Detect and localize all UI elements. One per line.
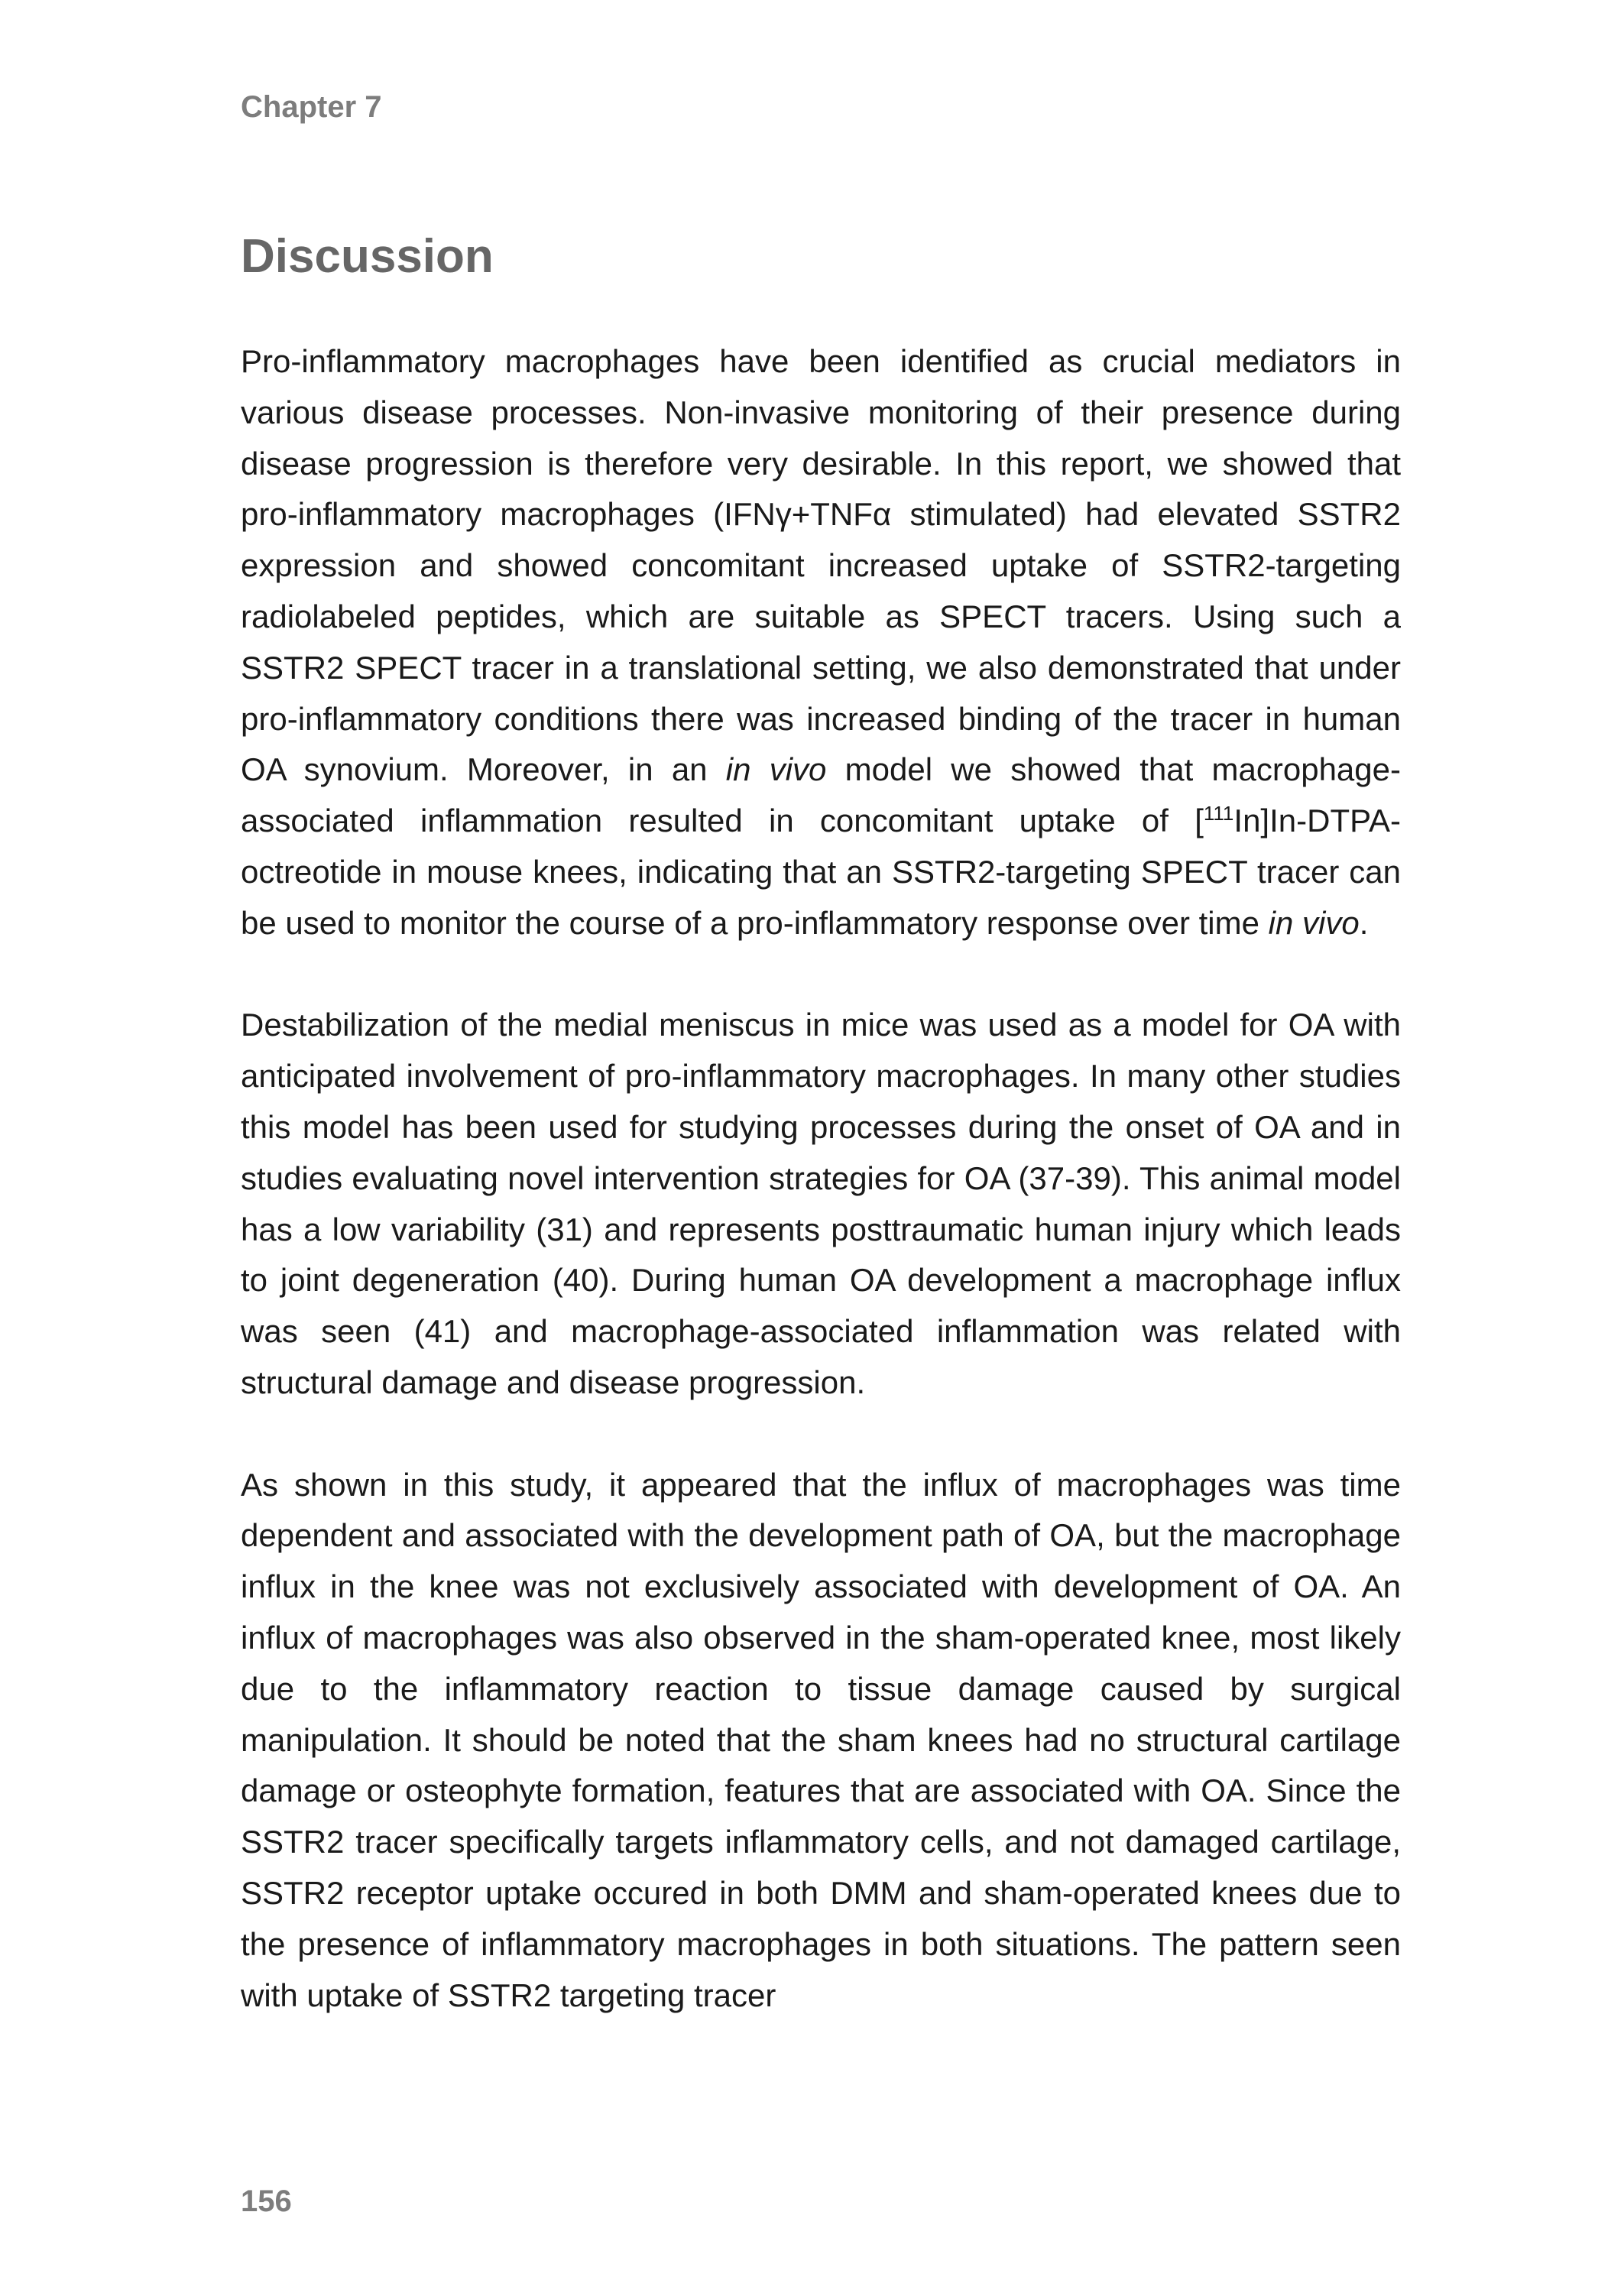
paragraph-3: As shown in this study, it appeared that the influx of macrophages was time dependent and associated with the development path of OA, but the macrophage influx in the knee was not exclusively associated with development of OA. An influx of macrophages was also observed in the sham-operated knee, most likely due to the inflammatory reaction to tissue damage caused by surgical manipulation. It should be noted that the sham knees had no structural cartilage damage or osteophyte formation, features that are associated with OA. Since the SSTR2 tracer specifically targets inflammatory cells, and not damaged cartilage, SSTR2 receptor uptake occured in both DMM and sham-operated knees due to the presence of inflammatory macrophages in both situations. The pattern seen with uptake of SSTR2 targeting tracer xyxy=(241,1466,1401,2013)
paragraph-1-text-d: . xyxy=(1359,904,1369,941)
italic-term: in vivo xyxy=(1268,904,1360,941)
section-title: Discussion xyxy=(241,230,494,283)
isotope-superscript: 111 xyxy=(1203,802,1234,825)
paragraph-1-text-a: Pro-inflammatory macrophages have been identified as crucial mediators in various disease processes. Non-invasive monitoring of their presence during disease progression is therefore very desirable. In this report, we showed that pro-inflammatory macrophages (IFNγ+TNFα stimulated) had elevated SSTR2 expression and showed concomitant increased uptake of SSTR2-targeting radiolabeled peptides, which are suitable as SPECT tracers. Using such a SSTR2 SPECT tracer in a translational setting, we also demonstrated that under pro-inflammatory conditions there was increased binding of the tracer in human OA synovium. Moreover, in an xyxy=(241,343,1401,788)
page-number: 156 xyxy=(241,2184,292,2218)
paragraph-1-text-c: In]In-DTPA-octreotide in mouse knees, indicating that an SSTR2-targeting SPECT tracer can be used to monitor the course of a pro-inflammatory response over time xyxy=(241,803,1401,941)
running-header: Chapter 7 xyxy=(241,90,382,124)
paragraph-2: Destabilization of the medial meniscus in mice was used as a model for OA with anticipated involvement of pro-inflammatory macrophages. In many other studies this model has been used for studying processes during the onset of OA and in studies evaluating novel intervention strategies for OA (37-39). This animal model has a low variability (31) and represents posttraumatic human injury which leads to joint degeneration (40). During human OA development a macrophage influx was seen (41) and macrophage-associated inflammation was related with structural damage and disease progression. xyxy=(241,1007,1401,1400)
body-text xyxy=(241,336,1401,2021)
paragraph-1-text-b: model we showed that macrophage-associated inflammation resulted in concomitant uptake of [ xyxy=(241,751,1401,839)
paragraph-1 xyxy=(241,336,1401,949)
italic-term: in vivo xyxy=(725,751,827,788)
